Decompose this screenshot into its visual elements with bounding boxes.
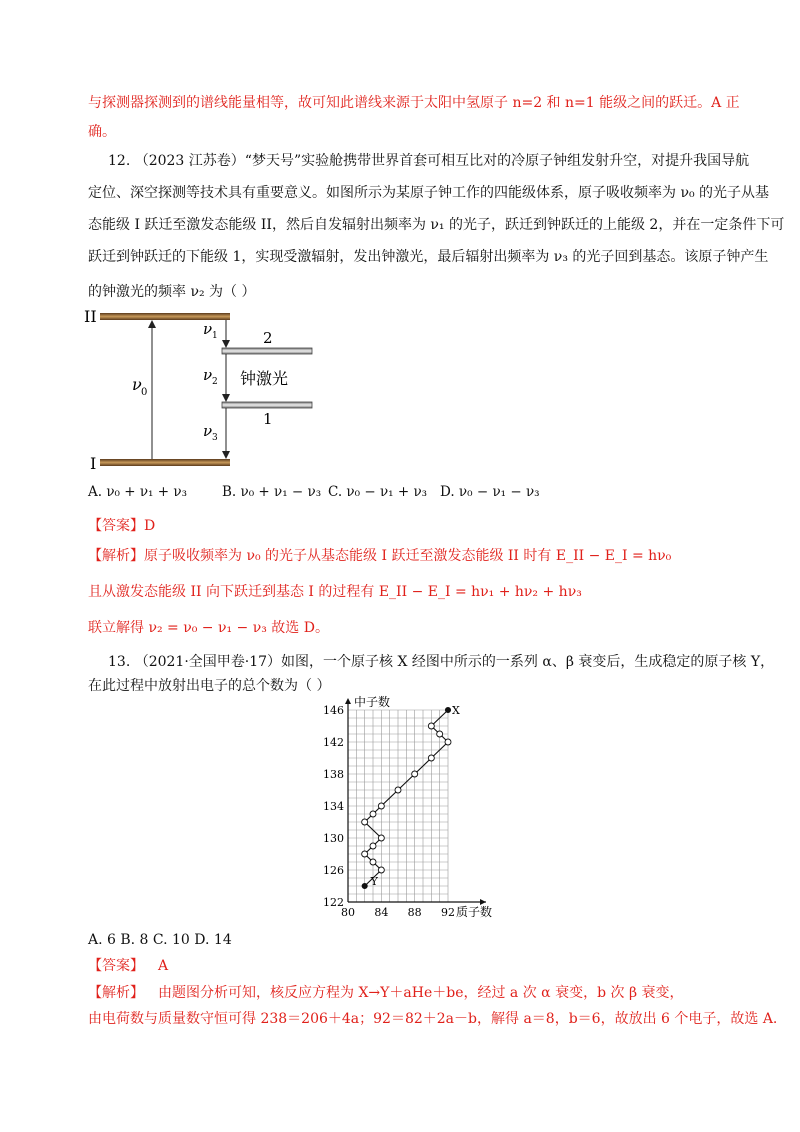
energy-level-diagram bbox=[80, 306, 340, 476]
level-2-label: 2 bbox=[263, 329, 273, 347]
q13-analysis-1: 由题图分析可知，核反应方程为 X→Y＋aHe＋be，经过 a 次 α 衰变，b 次 β 衰变， bbox=[158, 985, 684, 1001]
decay-point bbox=[445, 739, 451, 745]
q12-answer: 【答案】D bbox=[88, 518, 156, 534]
decay-point bbox=[362, 819, 368, 825]
decay-point bbox=[428, 723, 434, 729]
x-tick-label: 80 bbox=[341, 906, 355, 919]
chart-grid bbox=[348, 710, 448, 902]
q13-analysis-label: 【解析】 bbox=[88, 985, 144, 1001]
chart-ticks bbox=[323, 704, 455, 919]
nu3-label: ν bbox=[203, 422, 213, 440]
laser-label: 钟激光 bbox=[240, 369, 289, 388]
q13-stem-line-1: 13. （2021·全国甲卷·17）如图，一个原子核 X 经图中所示的一系列 α、β 衰变后，生成稳定的原子核 Y， bbox=[108, 654, 775, 670]
nu1-label: ν bbox=[203, 320, 213, 338]
nu2-label: ν bbox=[203, 366, 213, 384]
decay-point bbox=[370, 859, 376, 865]
level-II-bar bbox=[100, 313, 230, 320]
q12-analysis-2: 且从激发态能级 II 向下跃迁到基态 I 的过程有 E_II − E_I = hν₁ + hν₂ + hν₃ bbox=[88, 584, 582, 600]
level-1-label: 1 bbox=[263, 410, 273, 428]
q12-stem-line-1: 12. （2023 江苏卷）“梦天号”实验舱携带世界首套可相互比对的冷原子钟组发射升空，对提升我国导航 bbox=[108, 153, 750, 169]
y-axis-arrow bbox=[345, 698, 351, 704]
decay-point bbox=[378, 835, 384, 841]
q12-stem-line-3: 态能级 I 跃迁至激发态能级 II，然后自发辐射出频率为 ν₁ 的光子，跃迁到钟跃迁的上能级 2，并在一定条件下可 bbox=[88, 217, 785, 233]
end-label-y: Y bbox=[370, 875, 378, 888]
q13-answer-value: A bbox=[158, 958, 169, 974]
level-2-bar bbox=[222, 348, 312, 354]
decay-point bbox=[412, 771, 418, 777]
x-axis-label: 质子数 bbox=[456, 905, 493, 919]
q13-stem-line-2: 在此过程中放射出电子的总个数为（ ） bbox=[88, 678, 331, 694]
prev-answer-line-2: 确。 bbox=[88, 124, 116, 140]
y-tick-label: 122 bbox=[323, 896, 344, 909]
level-I-label: I bbox=[90, 454, 97, 473]
q13-options: A. 6 B. 8 C. 10 D. 14 bbox=[88, 932, 232, 948]
level-1-bar bbox=[222, 402, 312, 408]
decay-chart bbox=[310, 694, 510, 922]
y-tick-label: 130 bbox=[323, 832, 344, 845]
prev-answer-line-1: 与探测器探测到的谱线能量相等，故可知此谱线来源于太阳中氢原子 n=2 和 n=1 能级之间的跃迁。A 正 bbox=[88, 95, 740, 111]
nu2-sub: 2 bbox=[212, 377, 218, 387]
decay-point bbox=[362, 883, 367, 888]
y-tick-label: 138 bbox=[323, 768, 344, 781]
decay-point bbox=[395, 787, 401, 793]
decay-point bbox=[370, 843, 376, 849]
q12-option-a: A. ν₀ + ν₁ + ν₃ bbox=[88, 484, 187, 500]
y-tick-label: 146 bbox=[323, 704, 344, 717]
chart-axes bbox=[345, 698, 486, 905]
q12-option-d: D. ν₀ − ν₁ − ν₃ bbox=[440, 484, 540, 500]
y-tick-label: 126 bbox=[323, 864, 344, 877]
x-tick-label: 92 bbox=[441, 906, 455, 919]
decay-point bbox=[445, 707, 450, 712]
x-tick-label: 88 bbox=[407, 906, 422, 919]
level-II-label: II bbox=[84, 307, 97, 326]
q12-option-c: C. ν₀ − ν₁ + ν₃ bbox=[328, 484, 428, 500]
y-axis-label: 中子数 bbox=[354, 695, 391, 709]
q12-stem-line-4: 跃迁到钟跃迁的下能级 1，实现受激辐射，发出钟激光，最后辐射出频率为 ν₃ 的光子回到基态。该原子钟产生 bbox=[88, 249, 769, 265]
decay-point bbox=[362, 851, 368, 857]
q13-answer-label: 【答案】 bbox=[88, 958, 144, 974]
decay-point bbox=[378, 867, 384, 873]
start-label-x: X bbox=[452, 704, 460, 717]
decay-point bbox=[428, 755, 434, 761]
q12-analysis-1: 【解析】原子吸收频率为 ν₀ 的光子从基态能级 I 跃迁至激发态能级 II 时有 E_II − E_I = hν₀ bbox=[88, 548, 672, 564]
level-I-bar bbox=[100, 459, 230, 466]
decay-point bbox=[370, 811, 376, 817]
nu1-sub: 1 bbox=[212, 331, 218, 341]
nu3-sub: 3 bbox=[212, 433, 218, 443]
q12-stem-line-2: 定位、深空探测等技术具有重要意义。如图所示为某原子钟工作的四能级体系，原子吸收频率为 ν₀ 的光子从基 bbox=[88, 185, 770, 201]
decay-point bbox=[437, 731, 443, 737]
q12-option-b: B. ν₀ + ν₁ − ν₃ bbox=[222, 484, 322, 500]
y-tick-label: 134 bbox=[323, 800, 344, 813]
y-tick-label: 142 bbox=[323, 736, 344, 749]
nu0-label: ν bbox=[132, 375, 142, 394]
decay-point bbox=[378, 803, 384, 809]
q12-stem-line-5: 的钟激光的频率 ν₂ 为（ ） bbox=[88, 284, 256, 300]
q13-analysis-2: 由电荷数与质量数守恒可得 238＝206＋4a；92＝82＋2a－b，解得 a＝8，b＝6，故放出 6 个电子，故选 A. bbox=[88, 1011, 778, 1027]
q12-analysis-3: 联立解得 ν₂ = ν₀ − ν₁ − ν₃ 故选 D。 bbox=[88, 620, 329, 636]
x-tick-label: 84 bbox=[374, 906, 389, 919]
nu0-sub: 0 bbox=[141, 387, 148, 398]
